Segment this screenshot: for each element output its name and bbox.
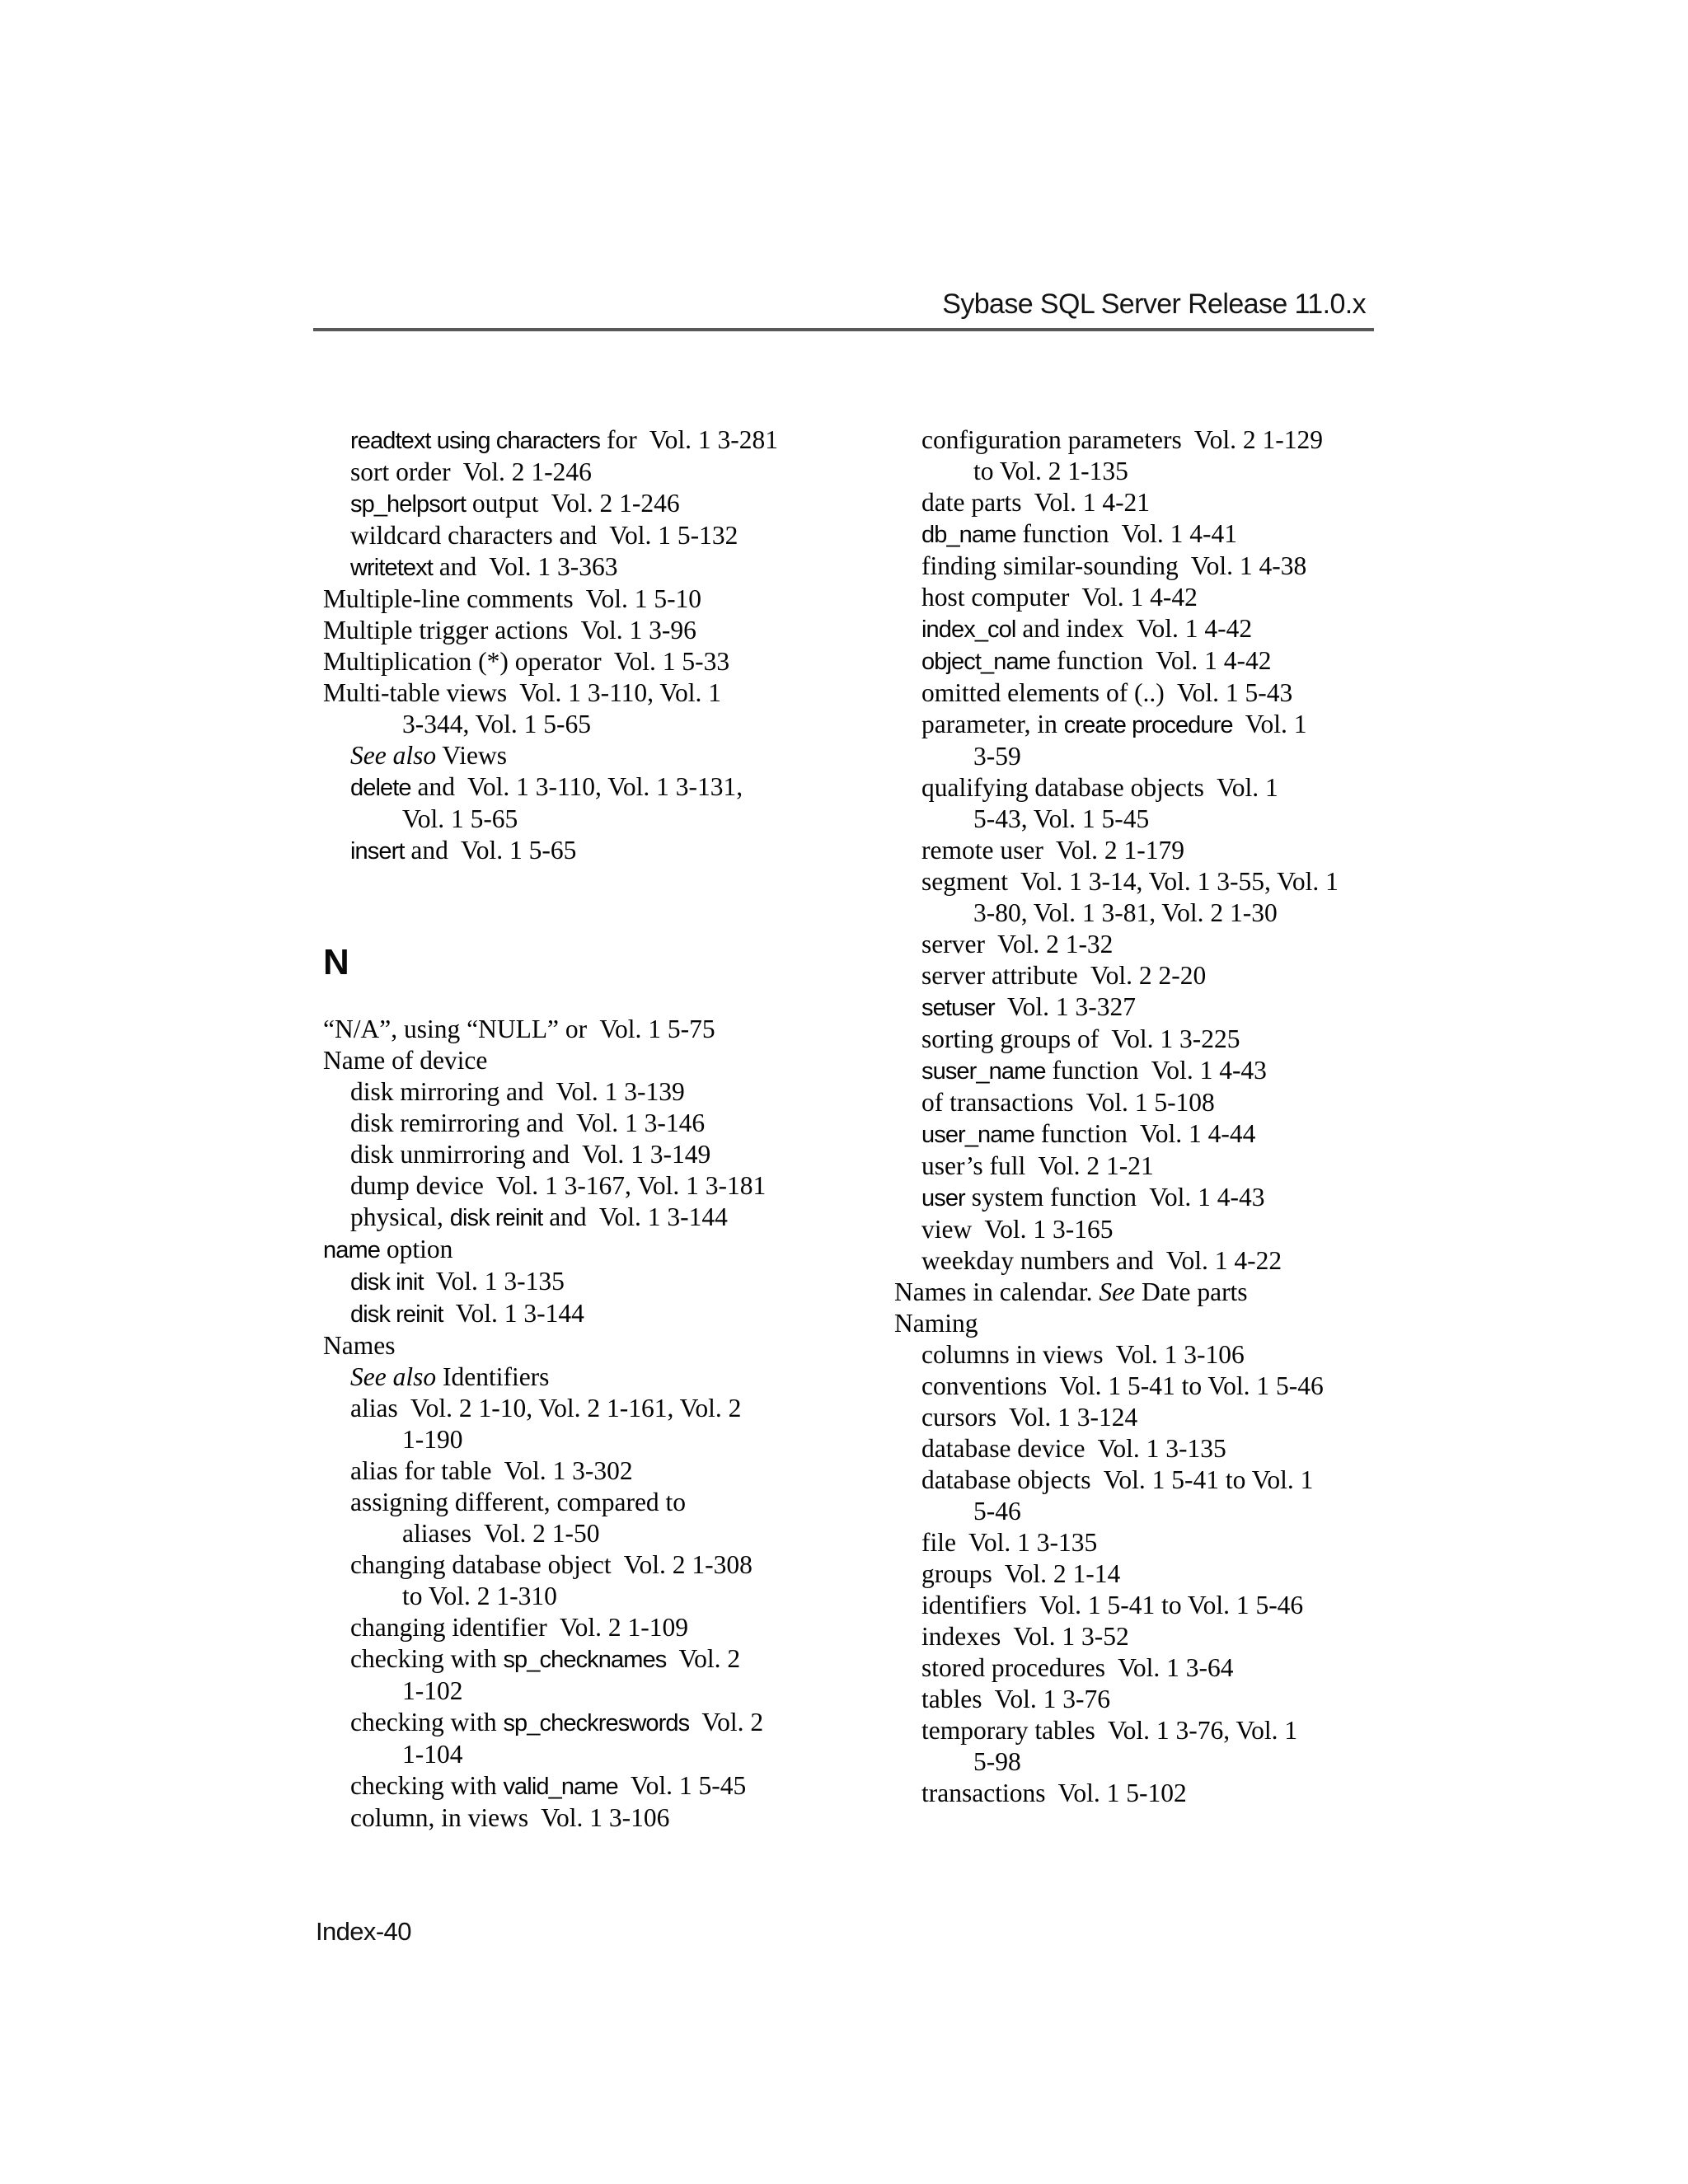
index-entry: [323, 771, 879, 804]
entry-text-run: function Vol. 1 4-42: [1050, 646, 1272, 675]
index-entry: [894, 518, 1463, 551]
index-entry: [894, 677, 1463, 709]
index-entry: [323, 520, 879, 551]
entry-text-run: disk remirroring and Vol. 1 3-146: [350, 1108, 706, 1137]
index-entry: [894, 1339, 1463, 1371]
entry-text-run: Vol. 2: [689, 1708, 764, 1736]
entry-text-run: checking with: [350, 1644, 504, 1673]
entry-text-run: function Vol. 1 4-44: [1034, 1119, 1256, 1148]
entry-text-run: See: [1099, 1277, 1136, 1306]
index-entry: [323, 1014, 879, 1045]
index-entry: [894, 1778, 1463, 1809]
entry-text-run: groups Vol. 2 1-14: [921, 1559, 1121, 1588]
index-entry: [323, 1202, 879, 1234]
index-entry: [323, 488, 879, 520]
entry-text-run: host computer Vol. 1 4-42: [921, 583, 1198, 612]
index-entry: [323, 1739, 879, 1770]
entry-text-run: suser_name: [921, 1058, 1046, 1085]
index-entry: [323, 1108, 879, 1139]
entry-text-run: server attribute Vol. 2 2-20: [921, 961, 1207, 990]
index-entry: [323, 1266, 879, 1298]
index-entry: [323, 1330, 879, 1361]
entry-text-run: function Vol. 1 4-43: [1045, 1056, 1267, 1085]
entry-text-run: See also: [350, 1362, 437, 1391]
entry-text-run: setuser: [921, 995, 995, 1021]
entry-text-run: Vol. 1 5-65: [402, 804, 518, 833]
index-entry: [894, 456, 1463, 487]
entry-text-run: 5-98: [973, 1747, 1021, 1776]
entry-text-run: index_col: [921, 616, 1016, 643]
index-entry: [323, 646, 879, 677]
index-entry: [323, 1361, 879, 1393]
entry-text-run: weekday numbers and Vol. 1 4-22: [921, 1246, 1282, 1275]
index-entry: [894, 1214, 1463, 1245]
entry-text-run: db_name: [921, 522, 1016, 548]
index-entry: [323, 1802, 879, 1834]
index-entry: [894, 898, 1463, 929]
header-rule: [313, 328, 1374, 331]
entry-text-run: view Vol. 1 3-165: [921, 1215, 1114, 1244]
entry-text-run: valid_name: [503, 1774, 618, 1800]
index-entry: [894, 1308, 1463, 1339]
index-entry: [323, 1675, 879, 1707]
entry-text-run: to Vol. 2 1-310: [402, 1582, 557, 1610]
entry-text-run: Identifiers: [436, 1362, 550, 1391]
entry-text-run: parameter, in: [921, 710, 1064, 738]
entry-text-run: for Vol. 1 3-281: [600, 425, 778, 454]
entry-text-run: checking with: [350, 1771, 504, 1800]
entry-text-run: date parts Vol. 1 4-21: [921, 488, 1151, 517]
index-entry: [894, 709, 1463, 741]
index-entry: [894, 487, 1463, 518]
entry-text-run: object_name: [921, 649, 1051, 675]
index-entry: [894, 1402, 1463, 1433]
entry-text-run: disk reinit: [350, 1301, 443, 1328]
entry-text-run: stored procedures Vol. 1 3-64: [921, 1653, 1234, 1682]
entry-text-run: delete: [350, 775, 411, 801]
entry-text-run: physical,: [350, 1202, 450, 1231]
index-entry-list-after-heading: [323, 1014, 879, 1834]
index-entry: [894, 1590, 1463, 1621]
index-entry: [323, 835, 879, 867]
index-entry: [323, 740, 879, 771]
entry-text-run: alias for table Vol. 1 3-302: [350, 1456, 633, 1485]
entry-text-run: writetext: [350, 555, 433, 581]
index-entry: [894, 551, 1463, 582]
entry-text-run: Multiplication (*) operator Vol. 1 5-33: [323, 647, 730, 676]
entry-text-run: disk unmirroring and Vol. 1 3-149: [350, 1140, 711, 1169]
index-entry: [323, 1487, 879, 1518]
entry-text-run: and Vol. 1 3-110, Vol. 1 3-131,: [410, 772, 743, 801]
index-entry: [323, 1424, 879, 1455]
entry-text-run: column, in views Vol. 1 3-106: [350, 1803, 670, 1832]
entry-text-run: Vol. 1 3-144: [443, 1299, 584, 1328]
entry-text-run: and Vol. 1 3-363: [432, 552, 618, 581]
entry-text-run: Names in calendar.: [894, 1277, 1100, 1306]
index-entry: [894, 866, 1463, 898]
entry-text-run: tables Vol. 1 3-76: [921, 1685, 1110, 1713]
index-entry: [894, 1558, 1463, 1590]
entry-text-run: user_name: [921, 1122, 1034, 1148]
entry-text-run: changing database object Vol. 2 1-308: [350, 1550, 753, 1579]
entry-text-run: Name of device: [323, 1046, 488, 1075]
entry-text-run: omitted elements of (..) Vol. 1 5-43: [921, 678, 1293, 707]
index-entry: [894, 1465, 1463, 1496]
index-entry: [894, 1182, 1463, 1214]
entry-text-run: 5-46: [973, 1497, 1021, 1526]
entry-text-run: user: [921, 1185, 965, 1212]
entry-text-run: changing identifier Vol. 2 1-109: [350, 1613, 689, 1642]
entry-text-run: sp_helpsort: [350, 491, 467, 518]
entry-text-run: 3-344, Vol. 1 5-65: [402, 710, 591, 738]
index-entry: [894, 1746, 1463, 1778]
entry-text-run: sp_checkreswords: [503, 1710, 690, 1736]
entry-text-run: Vol. 1: [1232, 710, 1307, 738]
entry-text-run: Multiple trigger actions Vol. 1 3-96: [323, 616, 696, 644]
entry-text-run: wildcard characters and Vol. 1 5-132: [350, 521, 738, 550]
entry-text-run: cursors Vol. 1 3-124: [921, 1403, 1138, 1432]
entry-text-run: Vol. 1 3-135: [423, 1267, 565, 1296]
index-entry: [323, 457, 879, 488]
index-entry: [894, 1684, 1463, 1715]
index-entry: [323, 1518, 879, 1549]
entry-text-run: readtext using characters: [350, 428, 601, 454]
index-entry: [323, 1549, 879, 1581]
index-entry: [323, 804, 879, 835]
entry-text-run: 1-190: [402, 1425, 463, 1454]
entry-text-run: file Vol. 1 3-135: [921, 1528, 1098, 1557]
index-entry: [894, 613, 1463, 645]
index-entry: [894, 1055, 1463, 1087]
entry-text-run: disk mirroring and Vol. 1 3-139: [350, 1077, 685, 1106]
index-entry: [323, 1298, 879, 1330]
index-entry: [894, 1621, 1463, 1652]
index-entry-list-right: [894, 424, 1463, 1809]
entry-text-run: to Vol. 2 1-135: [973, 457, 1128, 485]
entry-text-run: sorting groups of Vol. 1 3-225: [921, 1024, 1240, 1053]
entry-text-run: sp_checknames: [503, 1647, 667, 1673]
entry-text-run: finding similar-sounding Vol. 1 4-38: [921, 551, 1307, 580]
entry-text-run: Date parts: [1135, 1277, 1248, 1306]
entry-text-run: Vol. 1 5-45: [617, 1771, 747, 1800]
index-entry: [323, 551, 879, 583]
entry-text-run: Vol. 1 3-327: [994, 992, 1137, 1021]
entry-text-run: insert: [350, 838, 405, 865]
index-entry: [323, 1139, 879, 1170]
entry-text-run: disk init: [350, 1269, 424, 1296]
entry-text-run: alias Vol. 2 1-10, Vol. 2 1-161, Vol. 2: [350, 1394, 742, 1422]
entry-text-run: of transactions Vol. 1 5-108: [921, 1088, 1215, 1117]
index-entry: [894, 991, 1463, 1024]
entry-text-run: Vol. 2: [666, 1644, 741, 1673]
index-entry: [323, 1393, 879, 1424]
entry-text-run: dump device Vol. 1 3-167, Vol. 1 3-181: [350, 1171, 767, 1200]
entry-text-run: remote user Vol. 2 1-179: [921, 836, 1185, 865]
index-entry: [894, 772, 1463, 804]
entry-text-run: indexes Vol. 1 3-52: [921, 1622, 1129, 1651]
index-entry: [323, 1455, 879, 1487]
index-entry: [894, 741, 1463, 772]
index-entry: [894, 1151, 1463, 1182]
entry-text-run: and Vol. 1 5-65: [404, 836, 577, 865]
index-entry: [323, 1770, 879, 1802]
index-entry: [894, 1245, 1463, 1277]
index-entry: [894, 960, 1463, 991]
entry-text-run: 5-43, Vol. 1 5-45: [973, 804, 1150, 833]
index-entry: [894, 582, 1463, 613]
index-entry-list-before-heading: [323, 424, 879, 867]
entry-text-run: assigning different, compared to: [350, 1488, 687, 1516]
index-entry: [894, 929, 1463, 960]
entry-text-run: sort order Vol. 2 1-246: [350, 457, 592, 486]
entry-text-run: Multiple-line comments Vol. 1 5-10: [323, 584, 702, 613]
index-entry: [894, 1433, 1463, 1465]
index-entry: [894, 1277, 1463, 1308]
index-entry: [323, 1076, 879, 1108]
index-entry: [323, 1045, 879, 1076]
index-entry: [323, 677, 879, 709]
index-entry: [894, 1715, 1463, 1746]
index-entry: [323, 1707, 879, 1739]
entry-text-run: Multi-table views Vol. 1 3-110, Vol. 1: [323, 678, 722, 707]
entry-text-run: segment Vol. 1 3-14, Vol. 1 3-55, Vol. 1: [921, 867, 1339, 896]
entry-text-run: 3-80, Vol. 1 3-81, Vol. 2 1-30: [973, 898, 1278, 927]
entry-text-run: Names: [323, 1331, 396, 1360]
entry-text-run: database device Vol. 1 3-135: [921, 1434, 1226, 1463]
entry-text-run: qualifying database objects Vol. 1: [921, 773, 1278, 802]
entry-text-run: configuration parameters Vol. 2 1-129: [921, 425, 1323, 454]
index-entry: [894, 1496, 1463, 1527]
page-header-title: Sybase SQL Server Release 11.0.x: [942, 288, 1366, 320]
index-entry: [894, 835, 1463, 866]
index-entry: [894, 1118, 1463, 1151]
index-entry: [894, 1087, 1463, 1118]
entry-text-run: aliases Vol. 2 1-50: [402, 1519, 600, 1548]
index-entry: [323, 424, 879, 457]
entry-text-run: and Vol. 1 3-144: [542, 1202, 728, 1231]
index-entry: [894, 424, 1463, 456]
right-column: [894, 424, 1463, 1809]
entry-text-run: option: [379, 1235, 453, 1263]
entry-text-run: output Vol. 2 1-246: [466, 489, 680, 518]
entry-text-run: Naming: [894, 1309, 978, 1338]
entry-text-run: See also: [350, 741, 437, 770]
index-entry: [323, 583, 879, 615]
index-entry: [323, 1581, 879, 1612]
index-entry: [894, 1371, 1463, 1402]
entry-text-run: Views: [436, 741, 508, 770]
entry-text-run: server Vol. 2 1-32: [921, 930, 1114, 958]
entry-text-run: and index Vol. 1 4-42: [1015, 614, 1253, 643]
entry-text-run: columns in views Vol. 1 3-106: [921, 1340, 1245, 1369]
index-entry: [323, 615, 879, 646]
entry-text-run: function Vol. 1 4-41: [1015, 519, 1237, 548]
index-entry: [894, 1527, 1463, 1558]
entry-text-run: name: [323, 1237, 380, 1263]
index-entry: [894, 804, 1463, 835]
index-entry: [323, 1612, 879, 1643]
left-column: [323, 424, 879, 1834]
entry-text-run: conventions Vol. 1 5-41 to Vol. 1 5-46: [921, 1371, 1324, 1400]
index-entry: [323, 1234, 879, 1266]
entry-text-run: database objects Vol. 1 5-41 to Vol. 1: [921, 1465, 1314, 1494]
entry-text-run: transactions Vol. 1 5-102: [921, 1779, 1187, 1807]
entry-text-run: “N/A”, using “NULL” or Vol. 1 5-75: [323, 1015, 715, 1043]
index-entry: [894, 645, 1463, 677]
index-entry: [323, 1170, 879, 1202]
entry-text-run: identifiers Vol. 1 5-41 to Vol. 1 5-46: [921, 1591, 1304, 1619]
page-footer: Index-40: [316, 1917, 411, 1946]
index-entry: [323, 1643, 879, 1675]
entry-text-run: disk reinit: [449, 1205, 543, 1231]
index-entry: [323, 709, 879, 740]
section-heading-n: N: [323, 942, 349, 982]
entry-text-run: temporary tables Vol. 1 3-76, Vol. 1: [921, 1716, 1298, 1745]
entry-text-run: system function Vol. 1 4-43: [964, 1183, 1265, 1212]
entry-text-run: 3-59: [973, 742, 1021, 771]
entry-text-run: 1-104: [402, 1740, 463, 1769]
entry-text-run: create procedure: [1063, 712, 1233, 738]
entry-text-run: user’s full Vol. 2 1-21: [921, 1151, 1154, 1180]
index-entry: [894, 1024, 1463, 1055]
index-entry: [894, 1652, 1463, 1684]
entry-text-run: 1-102: [402, 1676, 463, 1705]
entry-text-run: checking with: [350, 1708, 504, 1736]
